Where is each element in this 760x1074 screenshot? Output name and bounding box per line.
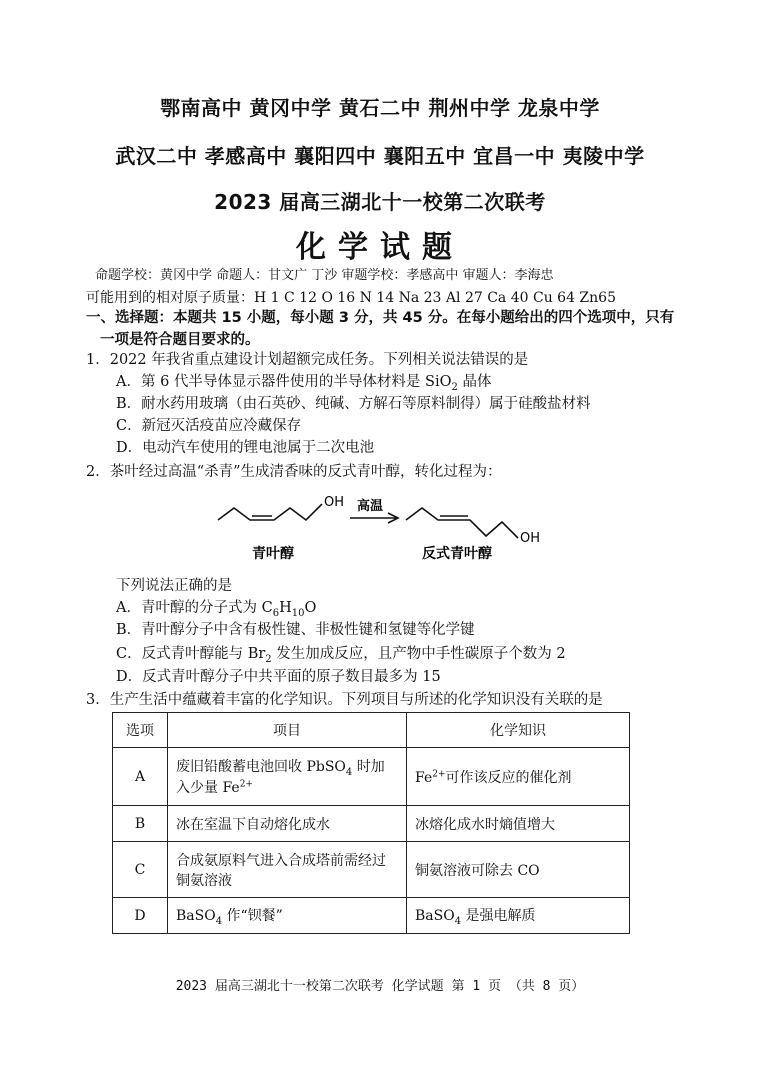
- q1-stem: 1．2022 年我省重点建设计划超额完成任务。下列相关说法错误的是: [86, 352, 529, 368]
- row-option: B: [113, 806, 168, 842]
- school-list-line-2: 武汉二中 孝感高中 襄阳四中 襄阳五中 宜昌一中 夷陵中学: [115, 144, 645, 168]
- page-title: 化学试题: [296, 230, 464, 265]
- q1-option-b: B．耐水药用玻璃（由石英砂、纯碱、方解石等原料制得）属于硅酸盐材料: [116, 396, 591, 412]
- q1-option-a: A．第 6 代半导体显示器件使用的半导体材料是 SiO$_2$ 晶体: [116, 374, 492, 393]
- q3-stem: 3．生产生活中蕴藏着丰富的化学知识。下列项目与所述的化学知识没有关联的是: [86, 692, 603, 708]
- arrow-label: 高温: [357, 499, 384, 514]
- leaf-alcohol-structure: [218, 504, 322, 520]
- q2-option-c: C．反式青叶醇能与 $Br_2$ 发生加成反应，且产物中手性碳原子个数为 2: [116, 646, 566, 665]
- row-knowledge: 铜氨溶液可除去 CO: [407, 842, 630, 898]
- q2-ask: 下列说法正确的是: [116, 578, 232, 594]
- row-option: C: [113, 842, 168, 898]
- q3-table: [112, 712, 630, 934]
- table-row: [113, 842, 630, 898]
- row-option: D: [113, 898, 168, 934]
- page-footer: 2023 届高三湖北十一校第二次联考 化学试题 第 1 页 （共 8 页）: [175, 979, 585, 994]
- table-row: [113, 898, 630, 934]
- q2-option-b: B．青叶醇分子中含有极性键、非极性键和氢键等化学键: [116, 622, 475, 638]
- row-knowledge: BaSO$_4$ 是强电解质: [407, 898, 630, 934]
- row-item: BaSO$_4$ 作“钡餐”: [168, 898, 407, 934]
- row-knowledge: $Fe^{2+}$可作该反应的催化剂: [407, 748, 630, 806]
- table-header-row: [113, 713, 630, 748]
- oh-label-left: OH: [324, 495, 345, 510]
- header-knowledge: 化学知识: [407, 713, 630, 748]
- q2-option-a: A．青叶醇的分子式为 $C_6H_{10}O$: [116, 600, 317, 619]
- school-list-line-1: 鄂南高中 黄冈中学 黄石二中 荆州中学 龙泉中学: [160, 96, 600, 120]
- header-item: 项目: [168, 713, 407, 748]
- header-option: 选项: [113, 713, 168, 748]
- q2-option-d: D．反式青叶醇分子中共平面的原子数目最多为 15: [116, 669, 441, 685]
- exam-name: 2023 届高三湖北十一校第二次联考: [214, 190, 546, 214]
- oh-label-right: OH: [520, 531, 541, 546]
- name-trans-leaf-alcohol: 反式青叶醇: [422, 546, 492, 562]
- reaction-scheme: [210, 488, 550, 568]
- q2-stem: 2．茶叶经过高温“杀青”生成清香味的反式青叶醇，转化过程为：: [86, 464, 502, 480]
- table-row: [113, 806, 630, 842]
- section-instruction-1: 一、选择题：本题共 15 小题，每小题 3 分，共 45 分。在每小题给出的四个选项中，只有: [86, 310, 675, 326]
- name-leaf-alcohol: 青叶醇: [252, 546, 294, 562]
- author-info: 命题学校：黄冈中学 命题人：甘文广 丁沙 审题学校：孝感高中 审题人：李海忠: [95, 268, 554, 283]
- reaction-arrow-icon: [350, 513, 398, 523]
- row-knowledge: 冰熔化成水时熵值增大: [407, 806, 630, 842]
- trans-leaf-alcohol-structure: [406, 508, 518, 538]
- table-row: [113, 748, 630, 806]
- atomic-masses: 可能用到的相对原子质量：H 1 C 12 O 16 N 14 Na 23 Al 27 Ca 40 Cu 64 Zn65: [86, 290, 616, 306]
- q1-option-d: D．电动汽车使用的锂电池属于二次电池: [116, 440, 375, 456]
- section-instruction-2: 一项是符合题目要求的。: [100, 332, 260, 348]
- row-option: A: [113, 748, 168, 806]
- q1-option-c: C．新冠灭活疫苗应冷藏保存: [116, 418, 302, 434]
- row-item: 合成氨原料气进入合成塔前需经过铜氨溶液: [168, 842, 407, 898]
- row-item: 废旧铅酸蓄电池回收 PbSO$_4$ 时加入少量 $Fe^{2+}$: [168, 748, 407, 806]
- row-item: 冰在室温下自动熔化成水: [168, 806, 407, 842]
